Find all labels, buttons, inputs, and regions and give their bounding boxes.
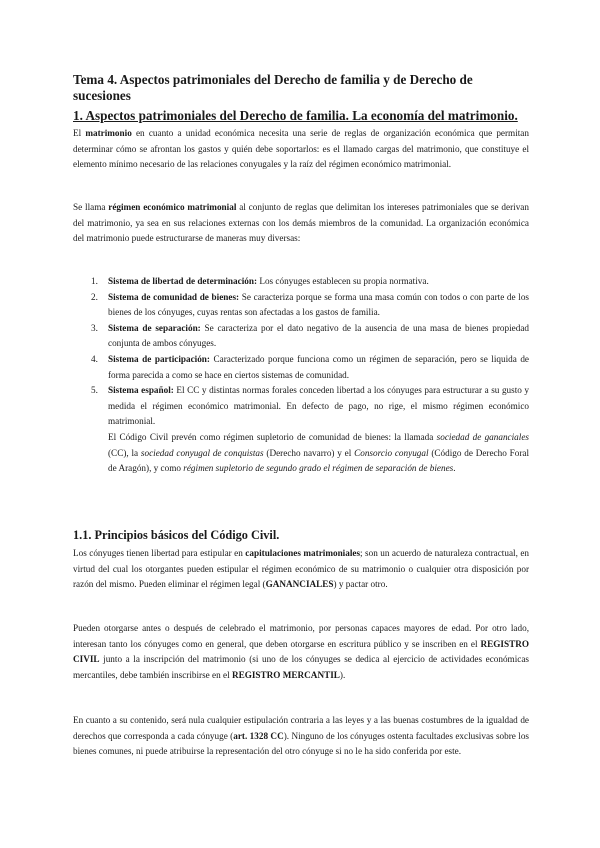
text-run: Los cónyuges tienen libertad para estipular en	[73, 548, 246, 558]
text-run: en cuanto a unidad económica necesita una serie de reglas de organización económica que permitan determinar cómo se afrontan los gastos y quién debe soportarlos: es el llamado cargas del matrimonio, que constituye el elemento mínimo necesario de las relaciones conyugales y la raíz del régimen económico matrimonial.	[73, 128, 529, 170]
list-number: 3.	[91, 322, 98, 333]
text-run: ) y pactar otro.	[333, 579, 388, 590]
text-run: (CC), la	[108, 447, 141, 458]
paragraph-regimen-economico	[73, 200, 529, 247]
italic-term: Consorcio conyugal	[354, 447, 429, 458]
bold-term: régimen económico matrimonial	[108, 202, 237, 212]
section-1-title: 1. Aspectos patrimoniales del Derecho de familia. La economía del matrimonio.	[73, 108, 518, 123]
list-number: 4.	[91, 353, 98, 364]
item-label: Sistema de comunidad de bienes:	[108, 291, 240, 302]
item-label: Sistema español:	[108, 385, 174, 396]
bold-term: matrimonio	[85, 128, 132, 138]
list-item	[73, 290, 529, 321]
bold-term: REGISTRO MERCANTIL	[231, 669, 340, 680]
list-number: 5.	[91, 385, 98, 396]
text-run: ). Ninguno de los cónyuges ostenta facultades exclusivas sobre los bienes comunes, ni puede atribuirse la representación del otro cónyuge si no le ha sido conferida por este.	[73, 730, 529, 757]
text-run: En cuanto a su contenido, será nula cualquier estipulación contraria a las leyes y a las buenas costumbres de la igualdad de derechos que corresponda a cada cónyuge (	[73, 715, 529, 741]
italic-term: sociedad conyugal de conquistas	[140, 447, 264, 458]
document-title: Tema 4. Aspectos patrimoniales del Derecho de familia y de Derecho de sucesiones	[73, 72, 473, 103]
text-run: ; son un acuerdo de naturaleza contractual, en virtud del cual los otorgantes pueden estipular el régimen económico de su matrimonio o cualquier otra disposición por razón del mismo. Pueden eliminar el régimen legal (	[73, 548, 529, 590]
item-label: Sistema de participación:	[108, 353, 210, 364]
item-text: Se caracteriza por el dato negativo de la ausencia de una masa de bienes propiedad conjunta de ambos cónyuges.	[108, 322, 529, 349]
paragraph-capitulaciones	[73, 546, 529, 593]
text-run: junto a la inscripción del matrimonio (si uno de los cónyuges se dedica al ejercicio de actividades económicas mercantiles, debe también inscribirse en el	[73, 654, 529, 680]
list-item	[73, 383, 529, 430]
item-text: Se caracteriza porque se forma una masa común con todos o con parte de los bienes de los cónyuges, cuyas rentas son afectadas a los gastos de familia.	[108, 291, 529, 318]
list-number: 2.	[91, 291, 98, 302]
text-run: El	[73, 128, 86, 138]
paragraph-contenido	[73, 713, 529, 760]
item-text: Caracterizado porque funciona como un régimen de separación, pero se liquida de forma parecida a como se hace en ciertos sistemas de comunidad.	[108, 353, 530, 380]
bold-term: REGISTRO CIVIL	[73, 638, 529, 665]
bold-term: art. 1328 CC	[233, 730, 284, 741]
systems-list	[73, 274, 529, 477]
paragraph-otorgamiento	[73, 621, 529, 683]
item-text: Los cónyuges establecen su propia normativa.	[257, 276, 429, 286]
text-run: Se llama	[73, 202, 109, 212]
bold-term: capitulaciones matrimoniales	[245, 548, 361, 558]
text-run: .	[453, 463, 456, 474]
item-label: Sistema de separación:	[108, 322, 201, 333]
italic-term: sociedad de gananciales	[436, 431, 529, 442]
bold-term: GANANCIALES	[265, 579, 334, 590]
list-item	[73, 274, 529, 290]
text-run: (Código de Derecho Foral de Aragón), y como	[108, 447, 530, 474]
system-5-supplementary	[73, 430, 529, 477]
item-label: Sistema de libertad de determinación:	[108, 276, 258, 286]
text-run: (Derecho navarro) y el	[263, 447, 355, 458]
list-number: 1.	[91, 276, 98, 286]
list-item	[73, 352, 529, 383]
item-text: El CC y distintas normas forales conceden libertad a los cónyuges para estructurar a su gusto y medida el régimen económico matrimonial. En defecto de pago, no rige, el mismo régimen económico matrimonial.	[108, 385, 529, 427]
text-run: El Código Civil prevén como régimen supletorio de comunidad de bienes: la llamada	[108, 431, 437, 442]
italic-term: régimen supletorio de segundo grado el régimen de separación de bienes	[183, 463, 454, 474]
text-run: al conjunto de reglas que delimitan los intereses patrimoniales que se derivan del matrimonio, ya sea en sus relaciones externas con los demás miembros de la comunidad. La organización económica del matrimonio puede estructurarse de maneras muy diversas:	[73, 202, 529, 244]
section-1-1-title: 1.1. Principios básicos del Código Civil.	[73, 528, 280, 542]
list-item	[73, 321, 529, 352]
paragraph-matrimonio	[73, 126, 529, 173]
text-run: ).	[339, 669, 346, 680]
text-run: Pueden otorgarse antes o después de celebrado el matrimonio, por personas capaces mayores de edad. Por otro lado, interesan tanto los cónyuges como en general, que deben otorgarse en escritura público y se inscriben en el	[73, 623, 529, 649]
